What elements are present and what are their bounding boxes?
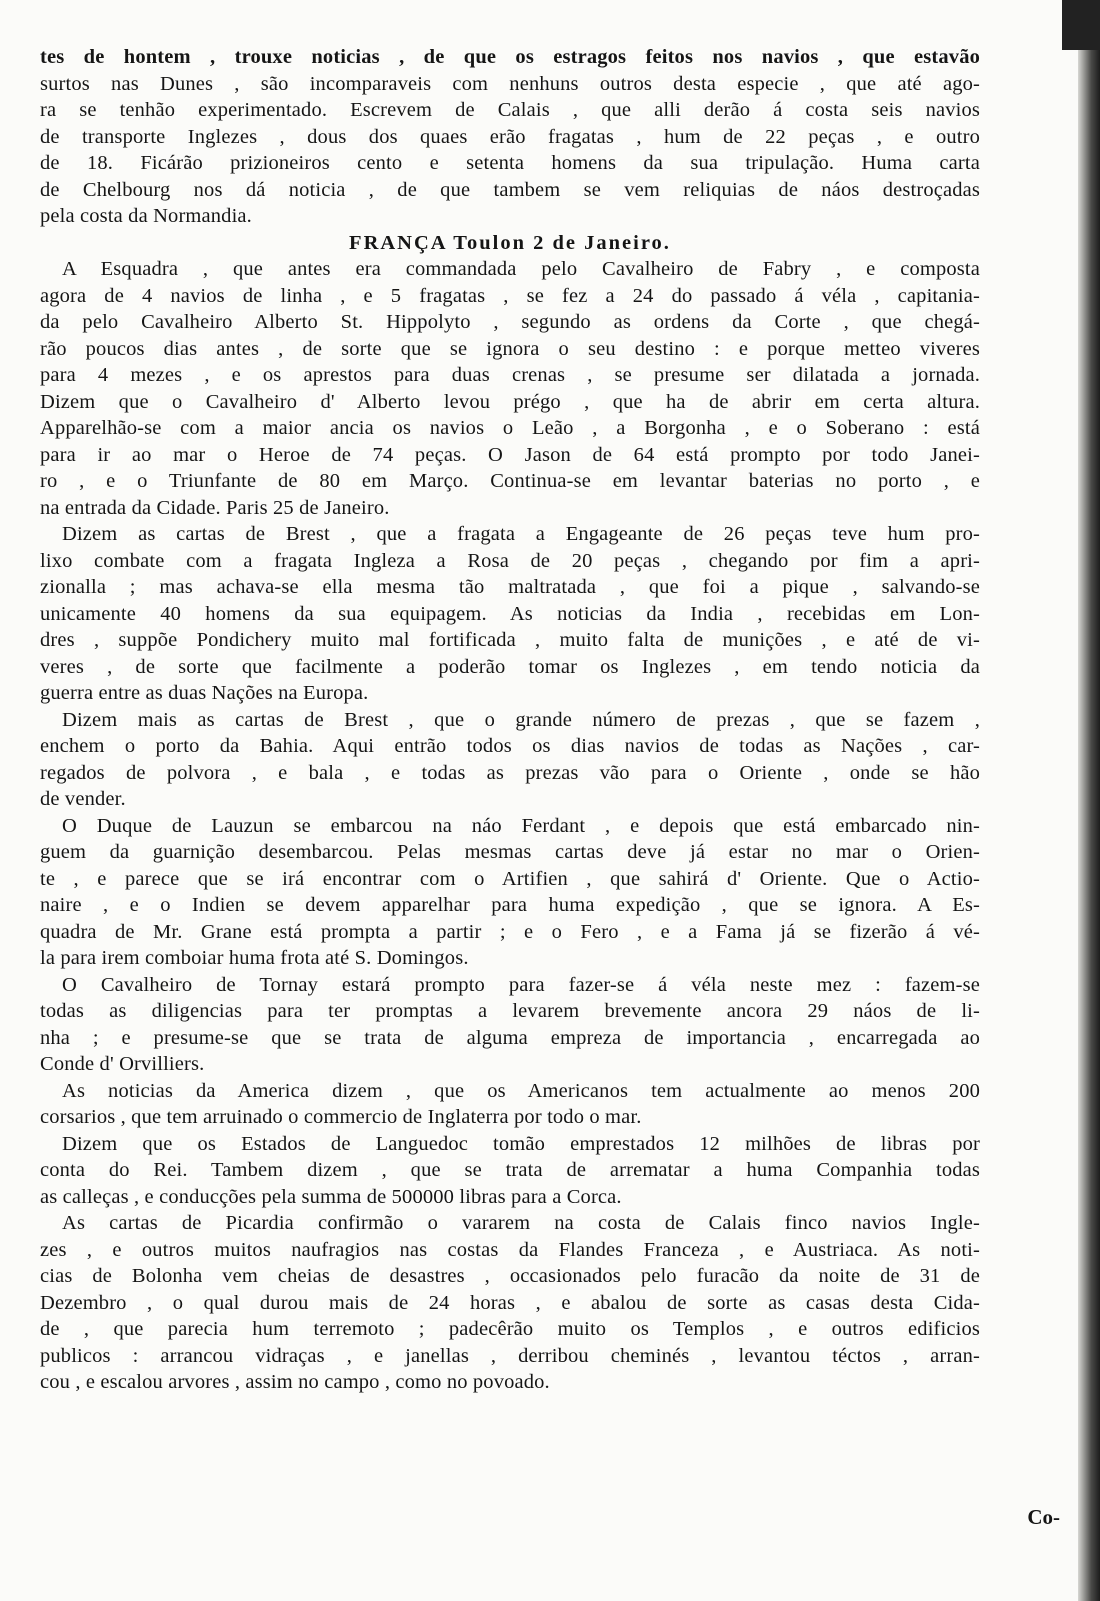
text-line: corsarios , que tem arruinado o commercio de Inglaterra por todo o mar. (40, 1106, 642, 1128)
text-line: dres , suppõe Pondichery muito mal fortificada , muito falta de munições , e até de vi- (40, 629, 980, 651)
text-line: da pelo Cavalheiro Alberto St. Hippolyto , segundo as ordens da Corte , que chegá- (40, 311, 980, 333)
text-line: enchem o porto da Bahia. Aqui entrão todos os dias navios de todas as Nações , car- (40, 735, 980, 757)
text-line: conta do Rei. Tambem dizem , que se trata de arrematar a huma Companhia todas (40, 1159, 980, 1181)
text-line: la para irem comboiar huma frota até S. Domingos. (40, 947, 469, 969)
text-line: cias de Bolonha vem cheias de desastres , occasionados pelo furacão da noite de 31 de (40, 1265, 980, 1287)
text-line: Dizem as cartas de Brest , que a fragata a Engageante de 26 peças teve hum pro- (62, 523, 980, 545)
text-line: Conde d' Orvilliers. (40, 1053, 205, 1075)
text-line: para 4 mezes , e os aprestos para duas crenas , se presume ser dilatada a jornada. (40, 364, 980, 386)
text-line: A Esquadra , que antes era commandada pelo Cavalheiro de Fabry , e composta (62, 258, 980, 280)
text-line: cou , e escalou arvores , assim no campo , como no povoado. (40, 1371, 550, 1393)
text-line: de , que parecia hum terremoto ; padecêrão muito os Templos , e outros edificios (40, 1318, 980, 1340)
text-line: O Duque de Lauzun se embarcou na náo Ferdant , e depois que está embarcado nin- (62, 814, 980, 837)
scan-edge-shadow (1078, 0, 1100, 1601)
text-line: As cartas de Picardia confirmão o vararem na costa de Calais finco navios Ingle- (62, 1212, 980, 1234)
text-line: agora de 4 navios de linha , e 5 fragatas , se fez a 24 do passado á véla , capitania- (40, 284, 980, 307)
text-line: ra se tenhão experimentado. Escrevem de Calais , que alli derão á costa seis navios (40, 99, 980, 121)
text-line: quadra de Mr. Grane está prompta a partir ; e o Fero , e a Fama já se fizerão á vé- (40, 920, 980, 943)
text-line: zionalla ; mas achava-se ella mesma tão maltratada , que foi a pique , salvando-se (40, 576, 980, 598)
text-line: publicos : arrancou vidraças , e janellas , derribou cheminés , levantou téctos , arran- (40, 1344, 980, 1367)
text-line: Dizem que o Cavalheiro d' Alberto levou prégo , que ha de abrir em certa altura. (40, 390, 980, 413)
paragraph (40, 813, 980, 972)
text-line: guem da guarnição desembarcou. Pelas mesmas cartas deve já estar no mar o Orien- (40, 841, 980, 863)
paragraph (40, 1131, 980, 1211)
text-line: O Cavalheiro de Tornay estará prompto para fazer-se á véla neste mez : fazem-se (62, 973, 980, 996)
text-line: Dizem mais as cartas de Brest , que o grande número de prezas , que se fazem , (62, 708, 980, 731)
text-line: de vender. (40, 788, 126, 810)
text-line: guerra entre as duas Nações na Europa. (40, 682, 369, 704)
text-line: Dezembro , o qual durou mais de 24 horas , e abalou de sorte as casas desta Cida- (40, 1291, 980, 1314)
text-line: nha ; e presume-se que se trata de alguma empreza de importancia , encarregada ao (40, 1026, 980, 1049)
section-heading: FRANÇA Toulon 2 de Janeiro. (349, 231, 671, 254)
paragraph (40, 521, 980, 707)
text-line: As noticias da America dizem , que os Americanos tem actualmente ao menos 200 (62, 1079, 980, 1102)
text-line: de Chelbourg nos dá noticia , de que tambem se vem reliquias de náos destroçadas (40, 178, 980, 201)
text-line: naire , e o Indien se devem apparelhar para huma expedição , que se ignora. A Es- (40, 894, 980, 916)
text-line: surtos nas Dunes , são incomparaveis com nenhuns outros desta especie , que até ago- (40, 72, 980, 95)
text-line: unicamente 40 homens da sua equipagem. As noticias da India , recebidas em Lon- (40, 602, 980, 625)
text-line: pela costa da Normandia. (40, 205, 252, 227)
paragraph (40, 707, 980, 813)
text-line: na entrada da Cidade. Paris 25 de Janeiro. (40, 496, 390, 519)
text-line: as calleças , e conducções pela summa de 500000 libras para a Corca. (40, 1185, 622, 1208)
text-line: rão poucos dias antes , de sorte que se ignora o seu destino : e porque metteo viveres (40, 337, 980, 360)
text-line: te , e parece que se irá encontrar com o Artifien , que sahirá d' Oriente. Que o Actio- (40, 867, 980, 890)
text-line: de transporte Inglezes , dous dos quaes erão fragatas , hum de 22 peças , e outro (40, 125, 980, 148)
text-line: lixo combate com a fragata Ingleza a Rosa de 20 peças , chegando por fim a apri- (40, 549, 980, 572)
paragraph (40, 972, 980, 1078)
catchword: Co- (1027, 1505, 1060, 1529)
text-line: zes , e outros muitos naufragios nas costas da Flandes Franceza , e Austriaca. As noti- (40, 1238, 980, 1261)
paragraph (40, 1078, 980, 1131)
paragraph (40, 1210, 980, 1396)
text-line: Apparelhão-se com a maior ancia os navios o Leão , a Borgonha , e o Soberano : está (40, 417, 980, 439)
text-line: de 18. Ficárão prizioneiros cento e setenta homens da sua tripulação. Huma carta (40, 152, 980, 174)
text-line: ro , e o Triunfante de 80 em Março. Continua-se em levantar baterias no porto , e (40, 470, 980, 492)
text-line: regados de polvora , e bala , e todas as prezas vão para o Oriente , onde se hão (40, 761, 980, 784)
text-line: veres , de sorte que facilmente a poderão tomar os Inglezes , em tendo noticia da (40, 655, 980, 678)
text-line: para ir ao mar o Heroe de 74 peças. O Jason de 64 está prompto por todo Janei- (40, 443, 980, 466)
paragraph (40, 256, 980, 521)
text-line: todas as diligencias para ter promptas a levarem brevemente ancora 29 náos de li- (40, 1000, 980, 1022)
text-line: Dizem que os Estados de Languedoc tomão emprestados 12 milhões de libras por (62, 1132, 980, 1155)
scan-corner-dark (1062, 0, 1100, 50)
text-line: tes de hontem , trouxe noticias , de que os estragos feitos nos navios , que estavão (40, 46, 980, 68)
paragraph (40, 44, 980, 230)
gazette-page-body (40, 44, 980, 1396)
